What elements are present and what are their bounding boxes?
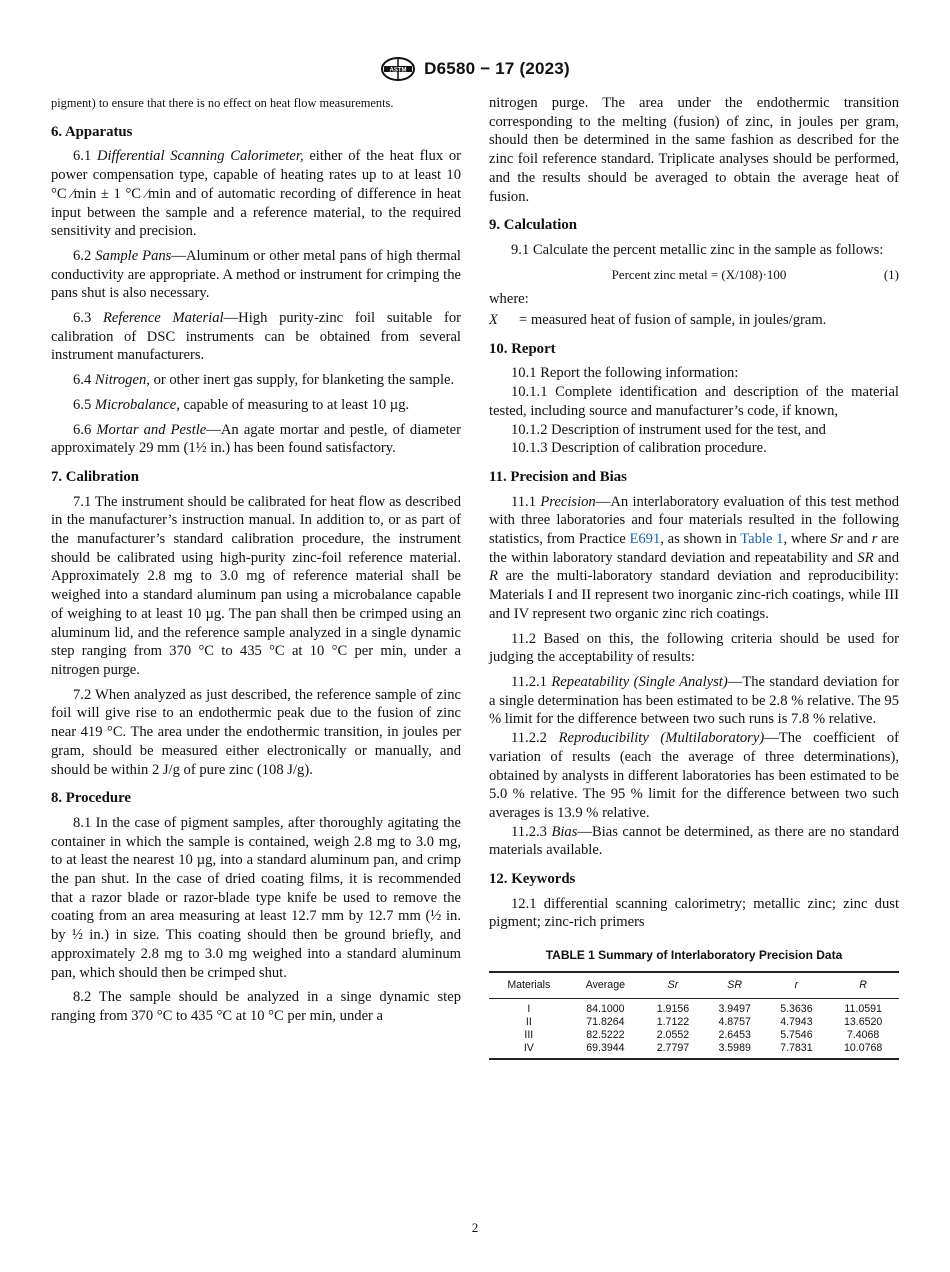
table-cell: 2.7797 — [656, 1041, 690, 1054]
header-materials: Materials — [507, 978, 551, 991]
page-number: 2 — [471, 1220, 479, 1235]
para-7-1: 7.1 The instrument should be calibrated for heat flow as described in the manufacturer’s instruction manual. In addition to, or as part of the manufacturer’s standard calibration procedure, the instrument should be calibrated using high-purity zinc-foil reference material. Approximately 2.8 mg to 3.0 mg of reference material shall be weighed into a standard aluminum pan using a microbalance capable of weighing to at least 10 µg. The pan shall then be crimped using an aluminum lid, and the reference sample analyzed in a single dynamic step ranging from 370 °C to 435 °C at 10 °C per min, under a nitrogen purge. — [51, 493, 461, 678]
para-6-5: 6.5 Microbalance, capable of measuring to at least 10 µg. — [73, 396, 410, 413]
para-8-1: 8.1 In the case of pigment samples, after thoroughly agitating the container in which the sample is contained, weigh 2.8 mg to 3.0 mg, to at least the nearest 10 µg, into a standard aluminum pan, and crimp the pan shut. In the case of dried coating films, it is recommended that a razor blade or razor-blade type knife be used to remove the coating from an area measuring at least 12.7 mm by 12.7 mm (½ in. by ½ in.) in size. This coating should then be ground briefly, and approximately 2.8 mg to 3.0 mg weighed into a standard aluminum pan, which should then be crimped shut. — [51, 814, 461, 981]
table-title: TABLE 1 Summary of Interlaboratory Precision Data — [545, 948, 843, 963]
para-6-4: 6.4 Nitrogen, or other inert gas supply, for blanketing the sample. — [73, 372, 455, 389]
section-10-heading: 10. Report — [489, 340, 556, 357]
para-6-3: 6.3 Reference Material—High purity-zinc foil suitable for calibration of DSC instruments can be obtained from several instrument manufacturers. — [51, 310, 461, 364]
para-10-1-1: 10.1.1 Complete identification and description of the material tested, including source and manufacturer’s code, if known, — [489, 384, 899, 419]
where-label: where: — [489, 291, 529, 308]
para-10-1-3: 10.1.3 Description of calibration procedure. — [511, 440, 767, 457]
continued-text-right: nitrogen purge. The area under the endothermic transition corresponding to the melting (fusion) of zinc, in joules per gram, should then be determined in the same fashion as described for the zinc foil reference standard. Triplicate analyses should be performed, and the results should be averaged to obtain the average heat of fusion. — [489, 95, 899, 205]
table-cell: 11.0591 — [844, 1002, 882, 1015]
table-1-link[interactable]: Table 1 — [740, 531, 784, 548]
table-cell: 1.9156 — [656, 1002, 690, 1015]
table-cell: 5.3636 — [780, 1002, 813, 1015]
table-cell: I — [527, 1002, 531, 1015]
table-cell: 3.5989 — [718, 1041, 751, 1054]
table-cell: 1.7122 — [656, 1015, 690, 1028]
para-11-1: 11.1 Precision—An interlaboratory evaluation of this test method with three laboratories and four materials resulted in the following statistics, from Practice E691, as shown in Table 1, where Sr and r are the within laboratory standard deviation and repeatability and SR and R are the multi-laboratory standard deviation and reproducibility: Materials I and II represent two inorganic zinc-rich coatings, while III and IV represent two organic zinc rich coatings. — [489, 493, 899, 622]
para-12-1: 12.1 differential scanning calorimetry; metallic zinc; zinc dust pigment; zinc-rich primers — [489, 895, 899, 931]
header-sr: Sr — [667, 978, 679, 991]
precision-table — [489, 946, 899, 1059]
section-8-heading: 8. Procedure — [51, 790, 131, 807]
variable-definition — [489, 311, 899, 330]
header-R: R — [859, 978, 867, 991]
para-6-1: 6.1 Differential Scanning Calorimeter, either of the heat flux or power compensation type, capable of heating rates up to at least 10 °C ⁄min ± 1 °C ⁄min and of automatic recording of difference in heat input between the sample and a reference material, to the required sensitivity and precision. — [51, 148, 461, 240]
equation-expression: Percent zinc metal = (X/108)·100 — [611, 266, 787, 282]
section-11-heading: 11. Precision and Bias — [489, 468, 627, 485]
table-cell: II — [525, 1015, 532, 1028]
section-12-heading: 12. Keywords — [489, 871, 576, 888]
e691-link[interactable]: E691 — [629, 531, 661, 548]
table-cell: 69.3944 — [586, 1041, 625, 1054]
equation-1 — [489, 266, 899, 285]
equation-number: (1) — [883, 266, 899, 282]
table-cell: 7.7831 — [780, 1041, 813, 1054]
svg-text:ASTM: ASTM — [389, 67, 407, 74]
left-column — [51, 94, 461, 1032]
para-10-1-2: 10.1.2 Description of instrument used for the test, and — [511, 421, 826, 438]
table-row — [489, 998, 899, 1016]
para-11-2-2: 11.2.2 Reproducibility (Multilaboratory)—The coefficient of variation of results (each the average of three determinations), obtained by analysts in different laboratories has been estimated to be 5.0 % relative. The 95 % limit for the difference between two such averages is 13.9 % relative. — [489, 730, 899, 821]
table-cell: 84.1000 — [586, 1002, 625, 1015]
table-cell: 2.6453 — [718, 1028, 751, 1041]
para-11-2: 11.2 Based on this, the following criteria should be used for judging the acceptability of results: — [489, 630, 899, 666]
table-header-row — [489, 972, 899, 998]
page-header — [0, 54, 950, 84]
para-7-2: 7.2 When analyzed as just described, the reference sample of zinc foil will give rise to an endothermic peak due to the fusion of zinc near 419 °C. The area under the endothermic transition, in joules per gram, should be measured either electronically or manually, and should be within 2 J/g of pure zinc (108 J/g). — [51, 686, 461, 778]
table-cell: 82.5222 — [586, 1028, 625, 1041]
para-10-1: 10.1 Report the following information: — [511, 365, 739, 382]
header-SR: SR — [727, 978, 743, 991]
document-designation: D6580 − 17 (2023) — [424, 59, 570, 78]
table-cell: 10.0768 — [843, 1041, 883, 1054]
right-column — [489, 94, 899, 1060]
para-11-2-1: 11.2.1 Repeatability (Single Analyst)—The standard deviation for a single determination has been estimated to be 2.8 % relative. The 95 % limit for the difference between two such runs is 7.8 % relative. — [489, 673, 899, 728]
table-row — [489, 1029, 899, 1042]
table-cell: IV — [523, 1041, 534, 1054]
table-row — [489, 1016, 899, 1029]
table-cell: 5.7546 — [780, 1028, 813, 1041]
table-cell: 71.8264 — [586, 1015, 625, 1028]
table-cell: 13.6520 — [843, 1015, 883, 1028]
variable-symbol: X — [489, 312, 498, 329]
table-cell: 2.0552 — [656, 1028, 690, 1041]
para-9-1: 9.1 Calculate the percent metallic zinc in the sample as follows: — [511, 241, 884, 258]
header-r: r — [794, 978, 799, 991]
para-6-2: 6.2 Sample Pans—Aluminum or other metal pans of high thermal conductivity are appropriate. A method or instrument for crimping the pans shut is also necessary. — [51, 247, 461, 302]
precision-data-table — [489, 971, 899, 1060]
section-7-heading: 7. Calibration — [51, 468, 139, 485]
para-11-2-3: 11.2.3 Bias—Bias cannot be determined, as there are no standard materials available. — [489, 823, 899, 859]
section-6-heading: 6. Apparatus — [51, 123, 133, 140]
para-6-6: 6.6 Mortar and Pestle—An agate mortar and pestle, of diameter approximately 29 mm (1½ in.) has been found satisfactory. — [51, 421, 461, 457]
section-9-heading: 9. Calculation — [489, 217, 577, 234]
astm-logo-icon — [380, 56, 416, 82]
table-row — [489, 1042, 899, 1059]
para-8-2: 8.2 The sample should be analyzed in a singe dynamic step ranging from 370 °C to 435 °C at 10 °C per min, under a — [51, 989, 461, 1024]
continued-text: pigment) to ensure that there is no effect on heat flow measurements. — [51, 96, 394, 110]
table-cell: 3.9497 — [718, 1002, 751, 1015]
table-cell: 7.4068 — [846, 1028, 880, 1041]
table-cell: 4.7943 — [780, 1015, 813, 1028]
table-cell: 4.8757 — [718, 1015, 751, 1028]
variable-description: = measured heat of fusion of sample, in joules/gram. — [519, 312, 827, 329]
header-average: Average — [585, 978, 625, 991]
table-cell: III — [524, 1028, 534, 1041]
